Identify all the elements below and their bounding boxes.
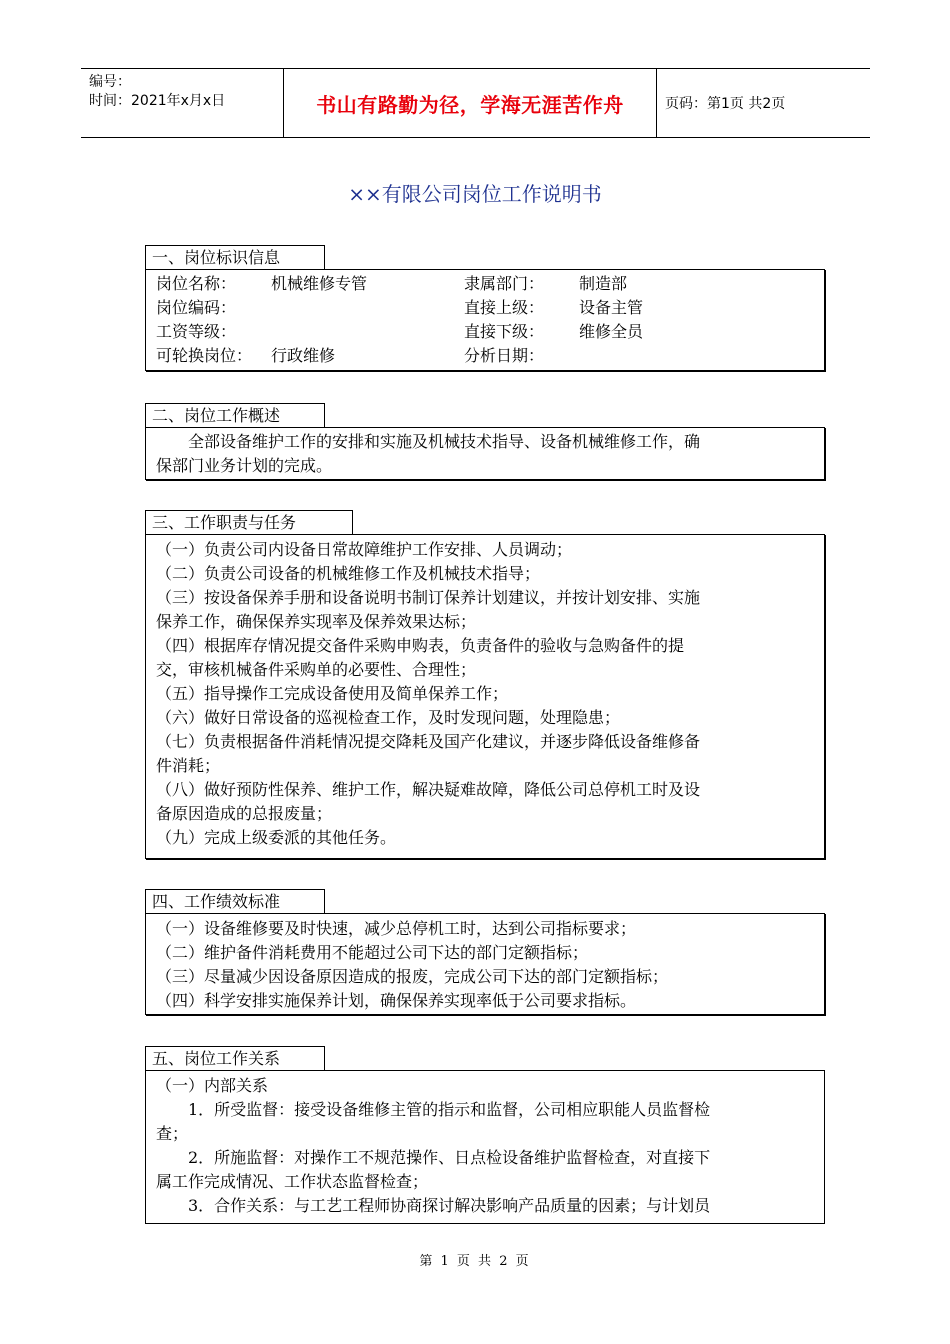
info-label: 直接上级： — [464, 298, 545, 317]
performance-box — [145, 913, 825, 1015]
relation-line: 属工作完成情况、工作状态监督检查； — [156, 1172, 429, 1191]
duty-line: 交，审核机械备件采购单的必要性、合理性； — [156, 660, 477, 679]
header-page-info: 页码：第1页 共2页 — [665, 96, 786, 112]
info-row — [156, 272, 814, 296]
performance-line: （二）维护备件消耗费用不能超过公司下达的部门定额指标； — [156, 943, 589, 962]
info-label: 分析日期： — [464, 346, 545, 365]
info-label: 岗位名称： — [156, 274, 237, 293]
duty-line: （五）指导操作工完成设备使用及简单保养工作； — [156, 684, 509, 703]
info-value: 制造部 — [579, 274, 628, 293]
section-heading: 五、岗位工作关系 — [145, 1046, 325, 1070]
performance-line: （一）设备维修要及时快速，减少总停机工时，达到公司指标要求； — [156, 919, 637, 938]
header-divider — [656, 69, 657, 137]
duty-line: （七）负责根据备件消耗情况提交降耗及国产化建议，并逐步降低设备维修备 — [156, 732, 701, 751]
info-value: 机械维修专管 — [271, 274, 368, 293]
info-label: 直接下级： — [464, 322, 545, 341]
document-title: ××有限公司岗位工作说明书 — [348, 182, 602, 206]
relation-line: 3．合作关系：与工艺工程师协商探讨解决影响产品质量的因素；与计划员 — [188, 1196, 711, 1215]
relation-line: 1．所受监督：接受设备维修主管的指示和监督，公司相应职能人员监督检 — [188, 1100, 711, 1119]
overview-line: 保部门业务计划的完成。 — [156, 456, 333, 475]
info-label: 工资等级： — [156, 322, 237, 341]
info-row — [156, 320, 814, 344]
section-heading: 一、岗位标识信息 — [145, 245, 325, 269]
performance-line: （三）尽量减少因设备原因造成的报废，完成公司下达的部门定额指标； — [156, 967, 669, 986]
info-row — [156, 344, 814, 368]
page-header — [81, 68, 870, 138]
duty-line: 保养工作，确保保养实现率及保养效果达标； — [156, 612, 477, 631]
header-meta — [89, 73, 225, 111]
duty-line: （四）根据库存情况提交备件采购申购表，负责备件的验收与急购备件的提 — [156, 636, 685, 655]
work-relations-box — [145, 1070, 825, 1224]
section-heading: 四、工作绩效标准 — [145, 889, 325, 913]
duty-line: （六）做好日常设备的巡视检查工作，及时发现问题，处理隐患； — [156, 708, 621, 727]
relation-line: （一）内部关系 — [156, 1076, 269, 1095]
duty-line: （二）负责公司设备的机械维修工作及机械技术指导； — [156, 564, 541, 583]
duties-box — [145, 534, 825, 859]
info-row — [156, 296, 814, 320]
info-value: 设备主管 — [579, 298, 644, 317]
page-footer: 第 1 页 共 2 页 — [419, 1254, 531, 1269]
position-info-table — [145, 269, 825, 371]
info-value: 维修全员 — [579, 322, 644, 341]
info-value — [579, 344, 729, 368]
info-label: 隶属部门： — [464, 274, 545, 293]
info-label: 岗位编码： — [156, 298, 237, 317]
relation-line: 查； — [156, 1124, 189, 1143]
info-value — [271, 320, 464, 344]
duty-line: 件消耗； — [156, 756, 221, 775]
duty-line: （九）完成上级委派的其他任务。 — [156, 828, 397, 847]
overview-line: 全部设备维护工作的安排和实施及机械技术指导、设备机械维修工作，确 — [188, 432, 701, 451]
document-time-label: 时间：2021年x月x日 — [89, 93, 226, 109]
document-number-label: 编号： — [89, 74, 131, 90]
performance-line: （四）科学安排实施保养计划，确保保养实现率低于公司要求指标。 — [156, 991, 637, 1010]
duty-line: （一）负责公司内设备日常故障维护工作安排、人员调动； — [156, 540, 573, 559]
header-motto: 书山有路勤为径，学海无涯苦作舟 — [316, 92, 624, 117]
info-value — [271, 296, 464, 320]
duty-line: 备原因造成的总报废量； — [156, 804, 333, 823]
info-value: 行政维修 — [271, 346, 336, 365]
section-heading: 三、工作职责与任务 — [145, 510, 353, 534]
position-overview-box — [145, 427, 825, 480]
info-label: 可轮换岗位： — [156, 346, 253, 365]
section-heading: 二、岗位工作概述 — [145, 403, 325, 427]
duty-line: （三）按设备保养手册和设备说明书制订保养计划建议，并按计划安排、实施 — [156, 588, 701, 607]
relation-line: 2．所施监督：对操作工不规范操作、日点检设备维护监督检查，对直接下 — [188, 1148, 711, 1167]
duty-line: （八）做好预防性保养、维护工作，解决疑难故障，降低公司总停机工时及设 — [156, 780, 701, 799]
